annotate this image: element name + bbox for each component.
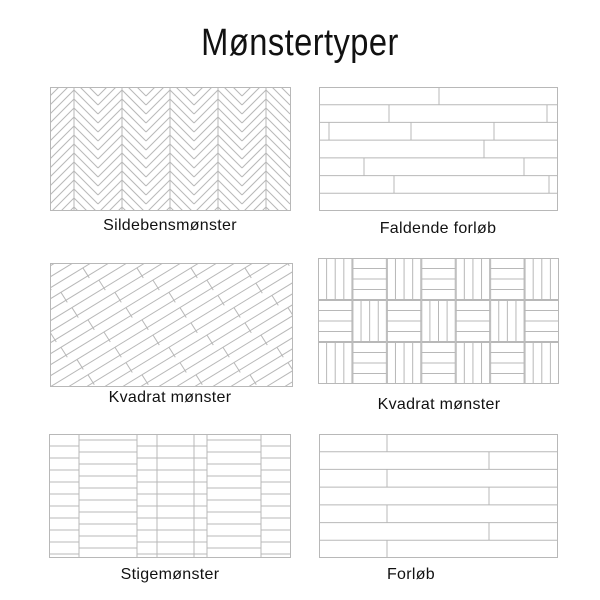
random-stagger-drawing [319,87,558,211]
herringbone-drawing [50,87,291,211]
pattern-ladder [49,434,291,558]
pattern-herringbone [50,87,291,211]
pattern-basketweave [318,258,559,384]
diagonal-drawing [50,263,293,387]
caption-random-stagger: Faldende forløb [379,220,497,237]
pattern-random-stagger [319,87,558,211]
caption-basketweave: Kvadrat mønster [377,396,501,413]
basketweave-drawing [318,258,559,384]
pattern-diagonal [50,263,293,387]
caption-diagonal: Kvadrat mønster [108,389,232,406]
caption-herringbone: Sildebensmønster [103,217,237,234]
caption-ladder: Stigemønster [120,566,220,583]
pattern-regular-stagger [319,434,558,558]
regular-stagger-drawing [319,434,558,558]
page-title: Mønstertyper [201,22,399,64]
ladder-drawing [49,434,291,558]
caption-regular-stagger: Forløb [386,566,436,583]
